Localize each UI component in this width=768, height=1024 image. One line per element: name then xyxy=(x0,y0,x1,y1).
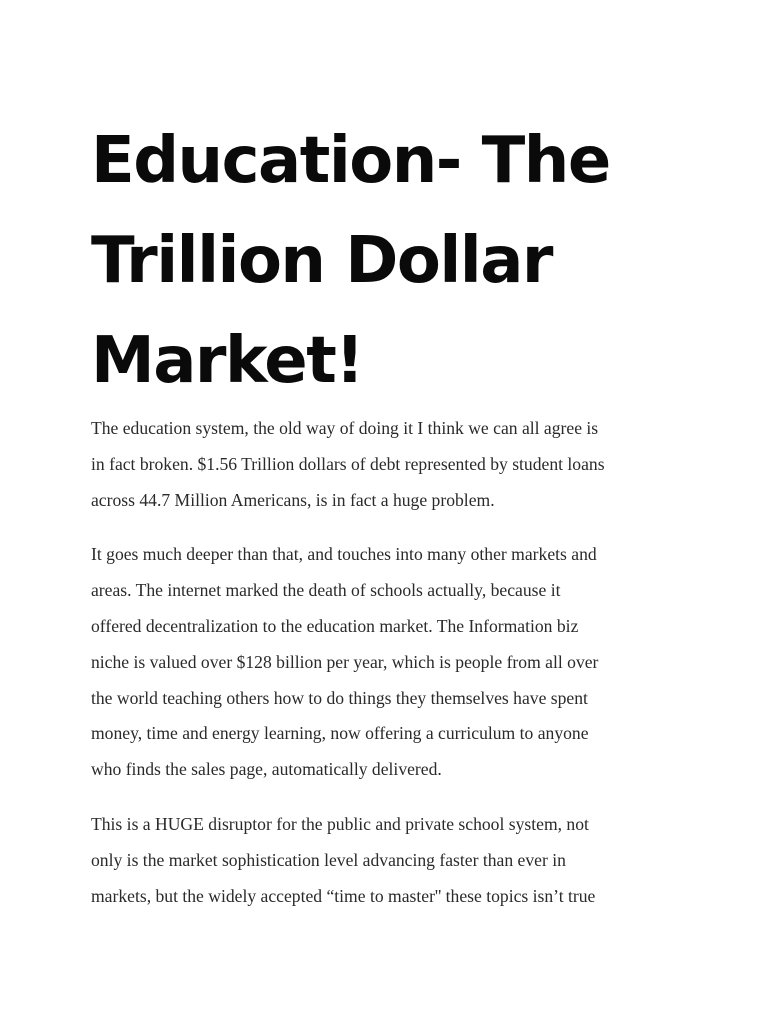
text-line: The education system, the old way of doing it I think we can all agree is xyxy=(91,418,599,438)
text-line: offered decentralization to the education market. The Information biz xyxy=(91,615,579,636)
title-line: Market! xyxy=(91,324,363,398)
text-line: who finds the sales page, automatically delivered. xyxy=(91,759,442,780)
title-line: Education- The xyxy=(91,124,610,198)
article-body xyxy=(91,411,691,914)
text-line: It goes much deeper than that, and touches into many other markets and xyxy=(91,544,597,565)
paragraph-2 xyxy=(91,537,691,788)
article-title xyxy=(91,0,691,411)
text-line: This is a HUGE disruptor for the public and private school system, not xyxy=(91,813,589,834)
text-line: only is the market sophistication level advancing faster than ever in xyxy=(91,849,566,870)
text-line: markets, but the widely accepted “time to master'' these topics isn’t true xyxy=(91,885,596,906)
text-line: the world teaching others how to do things they themselves have spent xyxy=(91,687,588,708)
text-line: areas. The internet marked the death of schools actually, because it xyxy=(91,580,561,601)
article xyxy=(91,0,691,933)
title-line: Trillion Dollar xyxy=(91,224,552,298)
paragraph-1 xyxy=(91,411,691,518)
text-line: money, time and energy learning, now offering a curriculum to anyone xyxy=(91,723,589,744)
paragraph-3 xyxy=(91,807,691,914)
text-line: in fact broken. $1.56 Trillion dollars of debt represented by student loans xyxy=(91,453,605,474)
text-line: niche is valued over $128 billion per year, which is people from all over xyxy=(91,651,599,672)
text-line: across 44.7 Million Americans, is in fact a huge problem. xyxy=(91,489,495,510)
